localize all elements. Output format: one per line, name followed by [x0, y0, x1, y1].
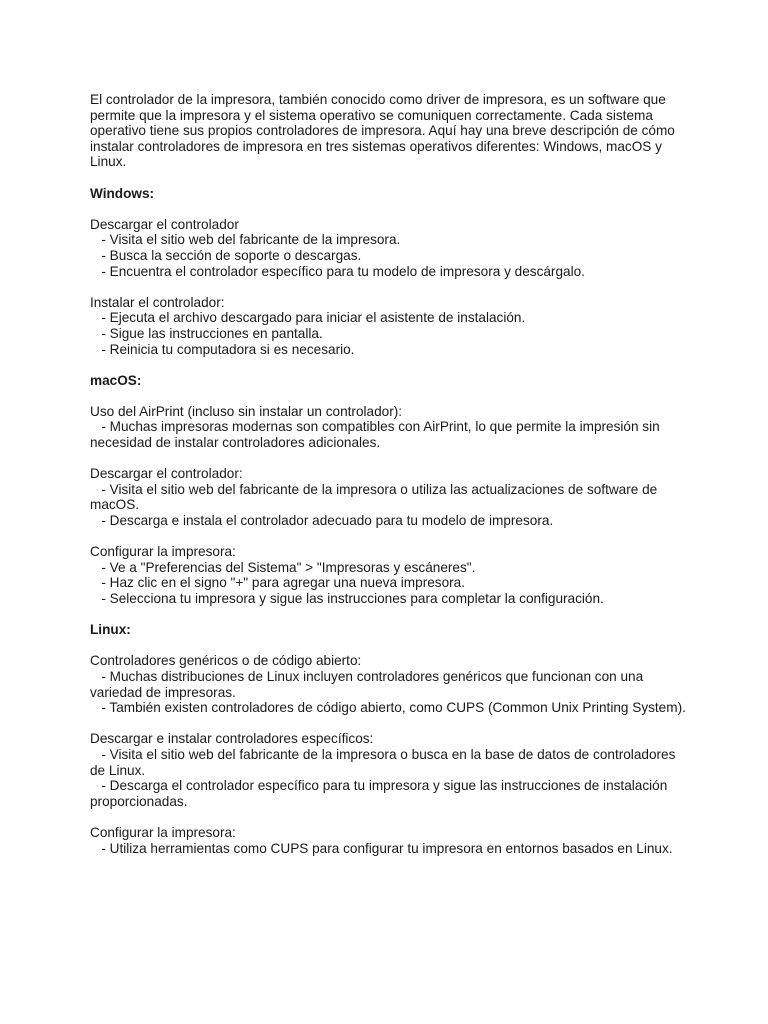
list-item: - Muchas impresoras modernas son compatibles con AirPrint, lo que permite la impresión sin necesidad de instalar controladores adicionales. — [90, 419, 664, 451]
instruction-block — [90, 466, 690, 528]
list-item: - Haz clic en el signo "+" para agregar una nueva impresora. — [90, 575, 466, 591]
instruction-block — [90, 295, 690, 357]
instruction-block — [90, 731, 690, 809]
section-heading: Windows: — [90, 185, 155, 201]
list-item: - Busca la sección de soporte o descargas. — [90, 247, 362, 263]
instruction-block — [90, 404, 690, 451]
list-item: - Descarga e instala el controlador adecuado para tu modelo de impresora. — [90, 513, 554, 529]
list-item: - También existen controladores de código abierto, como CUPS (Common Unix Printing System). — [90, 700, 686, 716]
section-linux — [90, 622, 690, 856]
list-item: - Visita el sitio web del fabricante de la impresora o utiliza las actualizaciones de software de macOS. — [90, 481, 661, 513]
section-windows — [90, 186, 690, 358]
list-item: - Utiliza herramientas como CUPS para configurar tu impresora en entornos basados en Linux. — [90, 840, 673, 856]
instruction-block — [90, 653, 690, 715]
list-item: - Visita el sitio web del fabricante de la impresora. — [90, 232, 401, 248]
block-title: Configurar la impresora: — [90, 824, 236, 840]
block-title: Descargar el controlador: — [90, 466, 243, 482]
instruction-block — [90, 544, 690, 606]
list-item: - Selecciona tu impresora y sigue las instrucciones para completar la configuración. — [90, 591, 604, 606]
list-item: - Ejecuta el archivo descargado para iniciar el asistente de instalación. — [90, 310, 526, 326]
section-heading: Linux: — [90, 622, 131, 638]
list-item: - Encuentra el controlador específico para tu modelo de impresora y descárgalo. — [90, 263, 585, 279]
intro-paragraph: El controlador de la impresora, también conocido como driver de impresora, es un software que permite que la impresora y el sistema operativo se comuniquen correctamente. Cada sistema operativo tiene sus propios controladores de impresora. Aquí hay una breve descripción de cómo instalar controladores de impresora en tres sistemas operativos diferentes: Windows, macOS y Linux. — [90, 92, 675, 170]
block-title: Uso del AirPrint (incluso sin instalar un controlador): — [90, 403, 403, 419]
block-title: Instalar el controlador: — [90, 294, 225, 310]
instruction-block — [90, 825, 690, 856]
list-item: - Ve a "Preferencias del Sistema" > "Impresoras y escáneres". — [90, 559, 476, 575]
list-item: - Sigue las instrucciones en pantalla. — [90, 325, 323, 341]
block-title: Descargar el controlador — [90, 216, 239, 232]
list-item: - Descarga el controlador específico para tu impresora y sigue las instrucciones de instalación proporcionadas. — [90, 778, 672, 809]
block-title: Descargar e instalar controladores específicos: — [90, 731, 374, 747]
section-macos — [90, 373, 690, 607]
section-heading: macOS: — [90, 372, 142, 388]
block-title: Controladores genéricos o de código abierto: — [90, 653, 362, 669]
list-item: - Muchas distribuciones de Linux incluyen controladores genéricos que funcionan con una variedad de impresoras. — [90, 668, 647, 700]
list-item: - Reinicia tu computadora si es necesario. — [90, 341, 355, 357]
instruction-block — [90, 217, 690, 279]
list-item: - Visita el sitio web del fabricante de la impresora o busca en la base de datos de controladores de Linux. — [90, 746, 680, 778]
document-page — [90, 92, 690, 872]
block-title: Configurar la impresora: — [90, 544, 236, 560]
